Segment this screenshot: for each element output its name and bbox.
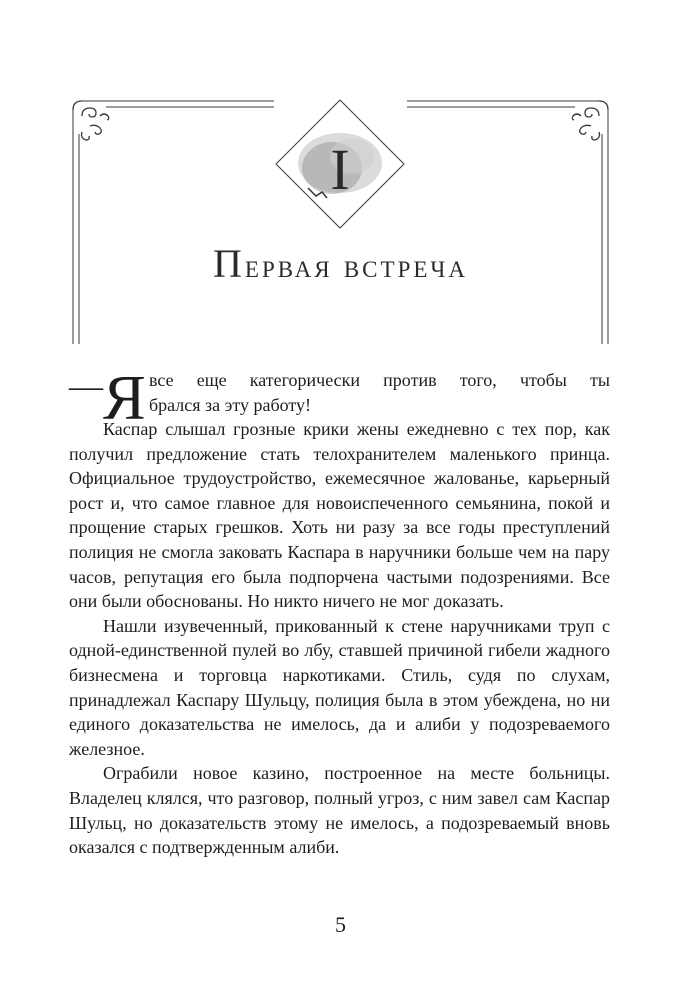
right-corner-ornament-icon	[572, 101, 608, 140]
page-number: 5	[335, 912, 346, 937]
opening-paragraph	[69, 362, 610, 433]
chapter-numeral: I	[330, 137, 350, 202]
paragraph-1: Каспар слышал грозные крики жены ежедневно с тех пор, как получил предложение стать телохранителем маленького принца. Официальное трудоустройство, ежемесячное жалованье, карьерный рост и, что самое главное для новоиспеченного семьянина, покой и прощение старых грешков. Хоть ни разу за все годы преступлений полиция не смогла заковать Каспара в наручники больше чем на пару часов, репутация его была подпорчена частыми подозрениями. Все они были обоснованы. Но никто ничего не мог доказать.	[69, 419, 610, 612]
chapter-title-rest: ервая встреча	[244, 249, 468, 285]
left-corner-ornament-icon	[73, 101, 109, 140]
opening-dash: —	[69, 368, 103, 405]
paragraph-2: Нашли изувеченный, прикованный к стене наручниками труп с одной-единственной пулей во лбу, ставшей причиной гибели жадного бизнесмена и торговца наркотиками. Стиль, судя по слухам, принадлежал Каспару Шульцу, полиция была в этом убеждена, но ни единого доказательства не имелось, да и алиби у подозреваемого железное.	[69, 615, 610, 759]
chapter-title	[70, 240, 611, 287]
chapter-title-initial: П	[213, 241, 245, 286]
opening-line-1: все еще категорически против того, чтобы ты	[149, 370, 610, 390]
paragraph-3: Ограбили новое казино, построенное на месте больницы. Владелец клялся, что разговор, полный угроз, с ним завел сам Каспар Шульц, но доказательств этому не имелось, а подозреваемый вновь оказался с подтвержденным алиби.	[69, 763, 610, 858]
drop-cap: Я	[103, 362, 146, 433]
opening-line-2: брался за эту работу!	[149, 394, 312, 415]
body-text	[69, 362, 610, 860]
